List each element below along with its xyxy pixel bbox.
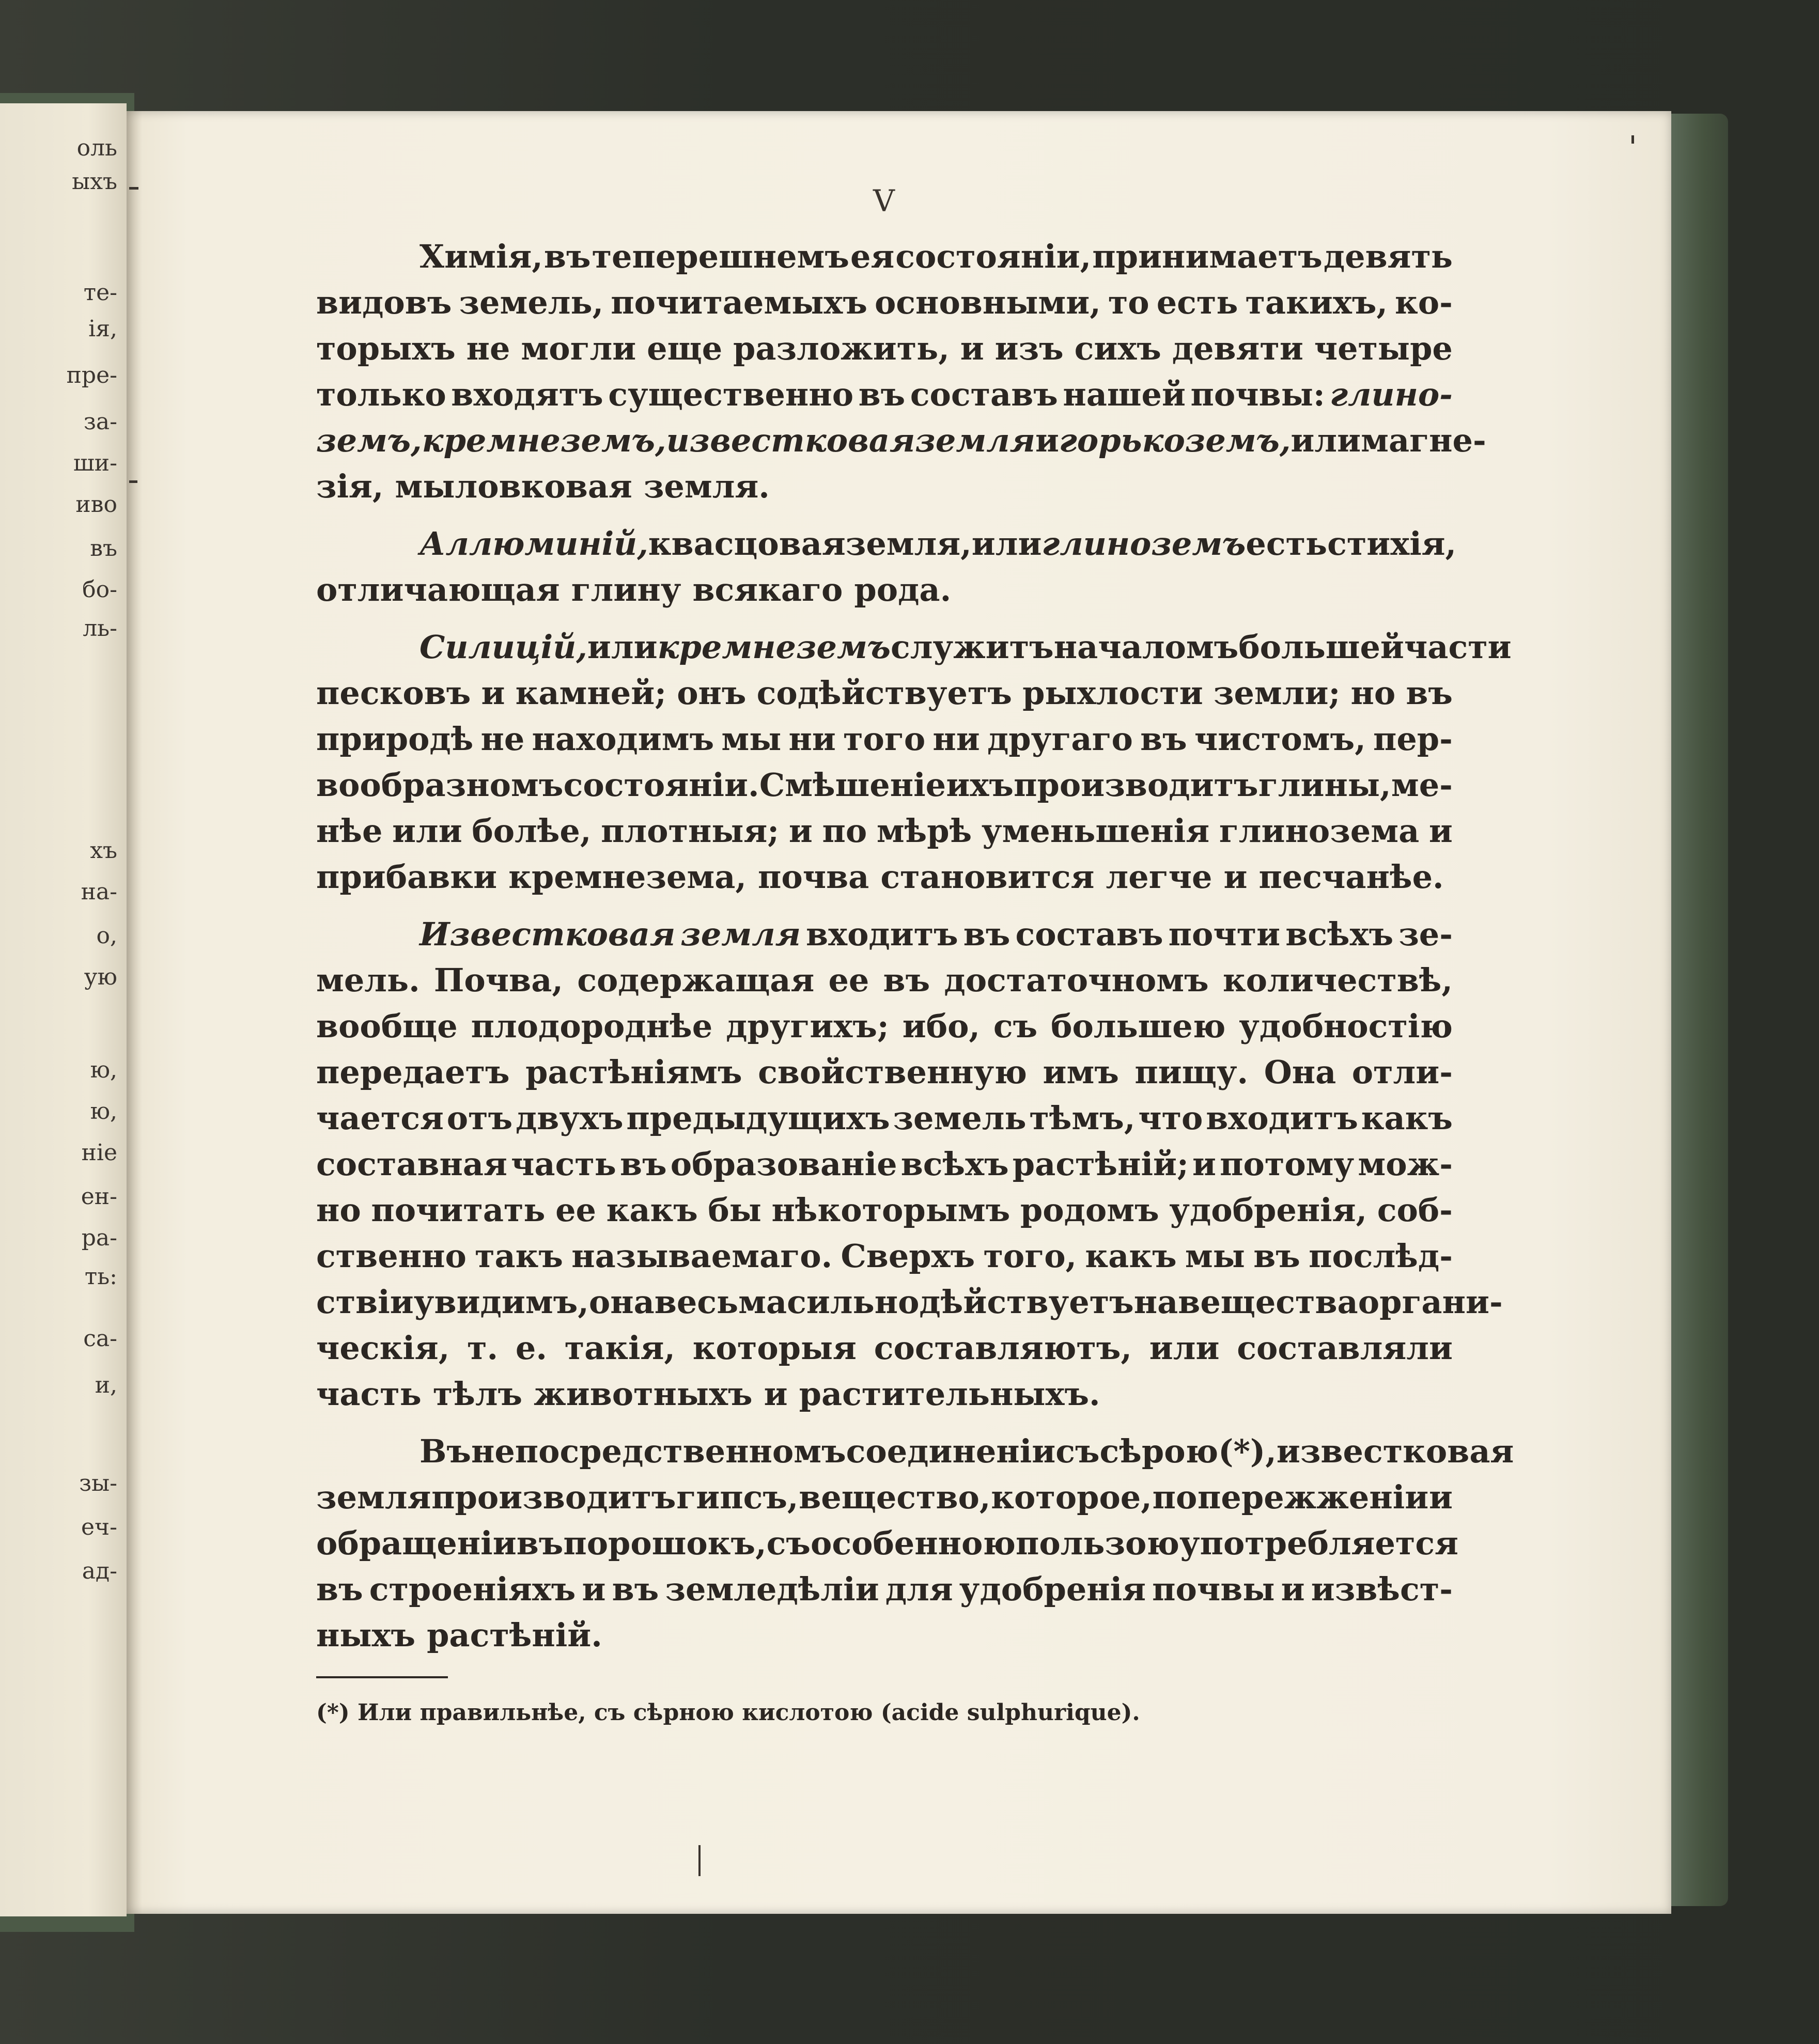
word: тѣмъ, [1029, 1099, 1136, 1137]
word: образованіе [670, 1145, 897, 1183]
left-page-fragment: оль [76, 135, 117, 161]
word: сильно [787, 1283, 920, 1321]
word: почвы: [1190, 376, 1325, 413]
word: не [480, 720, 525, 758]
word: магне- [1361, 422, 1486, 459]
word: квасцовая [648, 525, 846, 563]
word: глины, [1258, 766, 1391, 804]
left-page-fragment: хъ [90, 837, 117, 864]
word: кремнезема, [508, 858, 747, 896]
word: плодороднѣе [471, 1007, 713, 1045]
word: съ [993, 1007, 1038, 1045]
text-line [316, 279, 1453, 325]
word: кремнеземъ [657, 628, 891, 666]
word: отъ [446, 1099, 513, 1137]
word: что [1138, 1099, 1203, 1137]
word: чистомъ, [1194, 720, 1366, 758]
word: Силицій, [419, 628, 587, 666]
word: зія, [316, 467, 384, 505]
word: земель [893, 1099, 1027, 1137]
word: большею [1051, 1007, 1226, 1045]
word: и [788, 812, 813, 850]
left-facing-page [0, 103, 127, 1916]
word: то [1108, 284, 1149, 321]
left-page-fragment: въ [90, 535, 117, 561]
word: строеніяхъ [369, 1570, 576, 1608]
word: того, [983, 1237, 1077, 1275]
word: ныхъ [316, 1616, 416, 1654]
word: зе- [1398, 915, 1453, 953]
word: вообразномъ [316, 766, 564, 804]
word: но [1350, 674, 1396, 712]
word: почва [757, 858, 869, 896]
word: употребляется [1179, 1524, 1458, 1562]
left-page-fragment: бо- [82, 576, 117, 603]
word: но [316, 1191, 361, 1229]
left-page-fragment: ю, [90, 1057, 117, 1083]
text-line [316, 1520, 1458, 1566]
word: количествѣ, [1222, 961, 1453, 999]
text-line [316, 1474, 1453, 1520]
left-page-fragment: и, [95, 1372, 117, 1398]
word: въ [543, 238, 591, 275]
word: ибо, [902, 1007, 981, 1045]
word: ее [555, 1191, 596, 1229]
word: производитъ [1014, 766, 1258, 804]
word: растѣніямъ [525, 1053, 742, 1091]
word: Химія, [419, 238, 543, 275]
word: Въ [419, 1432, 471, 1470]
word: видовъ [316, 284, 452, 321]
word: порошокъ, [563, 1524, 767, 1562]
left-page-fragment: за- [83, 409, 117, 435]
word: основными, [874, 284, 1101, 321]
word: служитъ [890, 628, 1054, 666]
word: послѣд- [1309, 1237, 1453, 1275]
word: соединеніи [846, 1432, 1056, 1470]
word: камней; [515, 674, 667, 712]
word: какъ [606, 1191, 698, 1229]
word: пер- [1373, 720, 1453, 758]
word: всякаго [692, 571, 843, 608]
word: существенно [608, 376, 854, 413]
word: она [588, 1283, 655, 1321]
text-line [316, 233, 1453, 279]
word: въ [1140, 720, 1187, 758]
word: въ [963, 915, 1010, 953]
left-page-fragment: ю, [90, 1098, 117, 1125]
left-page-fragment: ад- [82, 1558, 117, 1584]
left-page-fragment: ши- [73, 450, 117, 476]
word: обращеніи [316, 1524, 517, 1562]
gutter-shadow [127, 111, 142, 1914]
word: земли; [1213, 674, 1341, 712]
text-line [316, 371, 1453, 417]
word: изъ [994, 330, 1064, 367]
text-line [316, 417, 1486, 463]
text-line [316, 716, 1453, 762]
word: мель. [316, 961, 420, 999]
word: называемаго. [571, 1237, 833, 1275]
word: чается [316, 1099, 444, 1137]
right-cover-edge [1666, 114, 1728, 1906]
word: ея [850, 238, 895, 275]
word: въ [316, 1570, 363, 1608]
word: вещества [1178, 1283, 1358, 1321]
word: съ [766, 1524, 811, 1562]
text-line [316, 1233, 1453, 1279]
word: и [1281, 1570, 1305, 1608]
word: вещество, [799, 1478, 991, 1516]
word: земля, [845, 525, 972, 563]
word: ее [828, 961, 869, 999]
word: такъ [475, 1237, 563, 1275]
word: предыдущихъ [626, 1099, 890, 1137]
word: животныхъ [534, 1375, 753, 1413]
word: почитать [371, 1191, 546, 1229]
word: отли- [1351, 1053, 1453, 1091]
word: входятъ [451, 376, 603, 413]
text-line [316, 1003, 1453, 1049]
word: на [1133, 1283, 1178, 1321]
word: входитъ [1206, 1099, 1358, 1137]
word: сѣрою [1099, 1432, 1219, 1470]
word: теперешнемъ [592, 238, 849, 275]
word: и [960, 330, 984, 367]
word: какъ [1085, 1237, 1177, 1275]
word: извѣст- [1311, 1570, 1453, 1608]
main-text [316, 233, 1514, 1669]
word: составляли [1237, 1329, 1453, 1367]
text-line [316, 1371, 1453, 1417]
text-line [316, 1428, 1514, 1474]
word: ихъ [946, 766, 1014, 804]
word: и [1428, 1478, 1453, 1516]
word: ни [932, 720, 980, 758]
word: природѣ [316, 720, 474, 758]
word: мы [1185, 1237, 1245, 1275]
left-page-fragment: пре- [66, 362, 117, 388]
word: удобренія [959, 1570, 1146, 1608]
left-page-fragment: са- [83, 1325, 117, 1352]
paragraph-gap [316, 900, 1453, 911]
text-line [316, 567, 1453, 613]
word: пользою [1015, 1524, 1179, 1562]
word: и [1223, 858, 1248, 896]
word: горькоземъ, [1059, 422, 1291, 459]
word: становится [880, 858, 1095, 896]
word: не [466, 330, 510, 367]
word: растительныхъ. [799, 1375, 1100, 1413]
left-page-fragment: о, [96, 923, 117, 949]
word: прибавки [316, 858, 497, 896]
word: пищу. [1134, 1053, 1249, 1091]
word: ко- [1395, 284, 1453, 321]
word: мы [721, 720, 782, 758]
text-line [316, 1095, 1453, 1141]
word: въ [516, 1524, 564, 1562]
left-page-fragment: ыхъ [72, 168, 117, 195]
text-line [316, 854, 1453, 900]
word: и [1035, 422, 1059, 459]
word: всѣхъ [1285, 915, 1394, 953]
word: по [1152, 1478, 1198, 1516]
word: земля. [643, 467, 770, 505]
word: мож- [1358, 1145, 1453, 1183]
word: мѣрѣ [876, 812, 972, 850]
word: часть [316, 1375, 422, 1413]
word: уменьшенія [981, 812, 1210, 850]
left-page-fragment: те- [83, 279, 117, 306]
word: часть [511, 1145, 616, 1183]
left-page-fragment: на- [81, 879, 117, 905]
text-line [316, 762, 1453, 808]
word: известковая [666, 422, 915, 459]
paragraph-gap [316, 1417, 1453, 1428]
left-page-fragment: иво [75, 491, 117, 518]
left-page-fragment: ніе [81, 1140, 117, 1166]
text-line [316, 911, 1453, 957]
word: потому [1220, 1145, 1355, 1183]
word: сихъ [1074, 330, 1161, 367]
word: составъ [1015, 915, 1163, 953]
word: гипсъ, [676, 1478, 799, 1516]
word: или [971, 525, 1042, 563]
word: рыхлости [1022, 674, 1203, 712]
word: въ [612, 1570, 659, 1608]
word: легче [1106, 858, 1212, 896]
text-line [316, 670, 1453, 716]
word: Почва, [433, 961, 563, 999]
word: девять [1323, 238, 1453, 275]
word: только [316, 376, 446, 413]
word: особенною [810, 1524, 1016, 1562]
margin-mark [129, 480, 137, 483]
word: или [1291, 422, 1361, 459]
word: входитъ [806, 915, 958, 953]
text-line [316, 521, 1457, 567]
word: достаточномъ [944, 961, 1209, 999]
word: содѣйствуетъ [756, 674, 1012, 712]
word: удобренія, [1169, 1191, 1367, 1229]
word: мыловковая [395, 467, 632, 505]
word: (*), [1218, 1432, 1277, 1470]
word: производитъ [431, 1478, 676, 1516]
word: ни [788, 720, 836, 758]
word: въ [1406, 674, 1453, 712]
left-page-fragment: ть: [84, 1263, 117, 1290]
word: въ [619, 1145, 667, 1183]
word: почвы [1152, 1570, 1275, 1608]
word: органи- [1358, 1283, 1503, 1321]
word: Известковая [419, 915, 676, 953]
word: кремнеземъ, [422, 422, 666, 459]
word: увидимъ, [413, 1283, 589, 1321]
text-line [316, 1187, 1453, 1233]
word: большей [1238, 628, 1404, 666]
left-page-fragment: ен- [81, 1183, 117, 1210]
left-page-fragment: еч- [81, 1514, 117, 1540]
margin-mark [698, 1845, 701, 1876]
word: Смѣшеніе [759, 766, 946, 804]
word: нѣе [316, 812, 383, 850]
word: двухъ [515, 1099, 624, 1137]
word: и [1192, 1145, 1217, 1183]
word: части [1404, 628, 1512, 666]
left-page-fragment: ра- [81, 1225, 117, 1251]
word: глино- [1330, 376, 1453, 413]
left-page-fragment: ія, [88, 316, 117, 342]
word: земля [915, 422, 1035, 459]
word: непосредственномъ [471, 1432, 846, 1470]
word: и [764, 1375, 788, 1413]
word: ме- [1391, 766, 1453, 804]
word: находимъ [532, 720, 714, 758]
margin-mark [1631, 135, 1634, 144]
word: по [822, 812, 867, 850]
word: для [885, 1570, 953, 1608]
word: вообще [316, 1007, 458, 1045]
footnote-rule [316, 1676, 448, 1678]
word: земля [316, 1478, 431, 1516]
left-page-fragment: зы- [79, 1470, 117, 1496]
word: составная [316, 1145, 507, 1183]
word: передаетъ [316, 1053, 510, 1091]
word: и [481, 674, 505, 712]
word: такихъ, [1245, 284, 1388, 321]
word: земъ, [316, 422, 422, 459]
word: почти [1168, 915, 1281, 953]
word: дѣйствуетъ [919, 1283, 1134, 1321]
word: соб- [1377, 1191, 1453, 1229]
word: есть [1156, 284, 1238, 321]
word: или [1149, 1329, 1220, 1367]
word: Аллюминій, [419, 525, 648, 563]
word: родомъ [1020, 1191, 1159, 1229]
word: ческія, [316, 1329, 450, 1367]
word: другихъ; [726, 1007, 889, 1045]
word: съ [1055, 1432, 1100, 1470]
word: Сверхъ [841, 1237, 975, 1275]
word: могли [521, 330, 636, 367]
word: удобностію [1239, 1007, 1453, 1045]
word: какъ [1361, 1099, 1453, 1137]
word: болѣе, [472, 812, 592, 850]
word: есть [1246, 525, 1328, 563]
word: содержащая [577, 961, 815, 999]
word: песковъ [316, 674, 471, 712]
word: плотныя; [601, 812, 780, 850]
text-line [316, 325, 1453, 371]
word: принимаетъ [1092, 238, 1323, 275]
word: растѣній; [1012, 1145, 1189, 1183]
word: другаго [987, 720, 1133, 758]
text-line [316, 1049, 1453, 1095]
page-number: V [873, 183, 895, 219]
word: началомъ [1053, 628, 1239, 666]
left-page-fragment: ую [84, 964, 117, 990]
word: т. [467, 1329, 499, 1367]
word: которыя [692, 1329, 857, 1367]
word: нѣкоторымъ [771, 1191, 1010, 1229]
paragraph-gap [316, 509, 1453, 521]
word: ственно [316, 1237, 467, 1275]
word: весьма [654, 1283, 787, 1321]
word: состояніи. [563, 766, 759, 804]
word: онъ [677, 674, 747, 712]
word: такія, [564, 1329, 675, 1367]
word: земля [680, 915, 801, 953]
text-line [316, 1325, 1453, 1371]
text-line [316, 1279, 1503, 1325]
text-line [316, 1566, 1453, 1612]
word: известковая [1276, 1432, 1514, 1470]
text-line [316, 808, 1453, 854]
word: земель, [459, 284, 604, 321]
word: или [392, 812, 462, 850]
word: стихія, [1327, 525, 1457, 563]
word: глиноземъ [1041, 525, 1246, 563]
word: Она [1264, 1053, 1336, 1091]
left-page-fragment: ль- [83, 615, 117, 642]
word: четыре [1314, 330, 1453, 367]
word: разложить, [733, 330, 950, 367]
word: имъ [1043, 1053, 1119, 1091]
word: отличающая [316, 571, 560, 608]
word: составляютъ, [874, 1329, 1132, 1367]
word: земледѣліи [665, 1570, 879, 1608]
text-line [316, 463, 1453, 509]
word: е. [515, 1329, 547, 1367]
text-line [316, 1141, 1453, 1187]
word: глинозема [1219, 812, 1420, 850]
word: составъ [910, 376, 1058, 413]
word: бы [708, 1191, 761, 1229]
text-line [316, 957, 1453, 1003]
word: рода. [854, 571, 952, 608]
word: глину [571, 571, 681, 608]
word: тѣлъ [432, 1375, 523, 1413]
word: того [843, 720, 926, 758]
text-line [316, 624, 1512, 670]
word: растѣній. [427, 1616, 602, 1654]
word: въ [1253, 1237, 1300, 1275]
word: почитаемыхъ [611, 284, 867, 321]
word: или [587, 628, 658, 666]
footnote: (*) Или правильнѣе, съ сѣрною кислотою (acide sulphurique). [316, 1699, 1140, 1726]
word: и [1428, 812, 1453, 850]
word: нашей [1063, 376, 1186, 413]
word: всѣхъ [900, 1145, 1009, 1183]
word: въ [858, 376, 906, 413]
word: песчанѣе. [1258, 858, 1444, 896]
paragraph-gap [316, 1658, 1453, 1669]
word: ствіи [316, 1283, 414, 1321]
word: и [582, 1570, 606, 1608]
word: торыхъ [316, 330, 456, 367]
word: свойственную [758, 1053, 1027, 1091]
text-line [316, 1612, 1453, 1658]
word: въ [883, 961, 930, 999]
word: еще [647, 330, 723, 367]
word: девяти [1172, 330, 1303, 367]
margin-mark [129, 187, 138, 190]
word: пережженіи [1198, 1478, 1429, 1516]
paragraph-gap [316, 613, 1453, 624]
word: которое, [991, 1478, 1152, 1516]
word: состояніи, [895, 238, 1092, 275]
